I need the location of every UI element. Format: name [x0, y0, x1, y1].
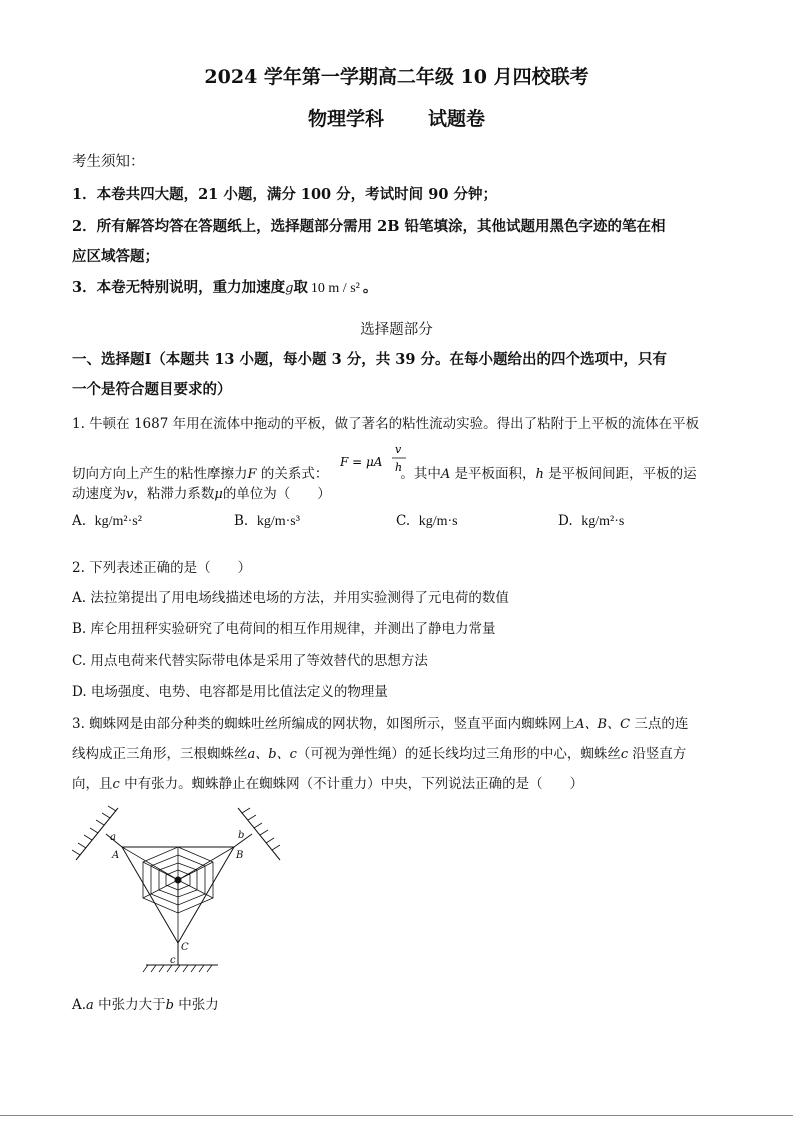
q1-line-1: 1. 牛顿在 1687 年用在流体中拖动的平板，做了著名的粘性流动实验。得出了粘附于上平板的流体在平板 [72, 416, 700, 432]
notice-item-2-cont: 应区域答题； [72, 248, 159, 265]
q2-option-d[interactable]: D. 电场强度、电势、电容都是用比值法定义的物理量 [72, 684, 388, 700]
notice-item-3: 3．本卷无特别说明，重力加速度g取 10 m / s² 。 [72, 279, 378, 296]
q1-option-b[interactable]: B. kg/m·s³ [234, 513, 300, 529]
paper-label: 试题卷 [428, 108, 486, 130]
subject-label: 物理学科 [307, 108, 384, 130]
spider [175, 877, 182, 884]
label-A: A [112, 850, 120, 861]
notice-heading: 考生须知： [72, 154, 145, 170]
q1-option-a[interactable]: A. kg/m²·s² [72, 513, 142, 529]
label-B: B [236, 850, 244, 861]
page-bottom-rule [0, 1115, 793, 1116]
part1-instruction-2: 一个是符合题目要求的） [72, 381, 232, 398]
q3-line-2: 线构成正三角形，三根蜘蛛丝a、b、c（可视为弹性绳）的延长线均过三角形的中心，蜘蛛丝c 沿竖直方 [72, 746, 687, 762]
part1-instruction-1: 一、选择题Ⅰ（本题共 13 小题，每小题 3 分，共 39 分。在每小题给出的四个选项中，只有 [72, 351, 668, 368]
exam-title: 2024 学年第一学期高二年级 10 月四校联考 [204, 66, 589, 88]
notice-item-2: 2．所有解答均答在答题纸上，选择题部分需用 2B 铅笔填涂，其他试题用黑色字迹的笔在相 [72, 218, 666, 235]
g-symbol: g [285, 281, 294, 296]
label-a: a [110, 832, 116, 843]
section-title: 选择题部分 [360, 322, 433, 338]
exam-subtitle [0, 104, 793, 131]
q3-line-1: 3. 蜘蛛网是由部分种类的蜘蛛吐丝所编成的网状物，如图所示，竖直平面内蜘蛛网上A、B、C 三点的连 [72, 716, 689, 732]
q3-line-3: 向，且c 中有张力。蜘蛛静止在蜘蛛网（不计重力）中央，下列说法正确的是（ ） [72, 776, 584, 792]
q2-option-c[interactable]: C. 用点电荷来代替实际带电体是采用了等效替代的思想方法 [72, 653, 428, 669]
web-rings [122, 847, 234, 943]
q1-option-d[interactable]: D. kg/m²·s [558, 513, 625, 529]
g-value: 10 m / s² [310, 281, 360, 296]
formula-numerator: v [395, 443, 402, 456]
right-wall-hatch [242, 808, 280, 850]
notice-item-1: 1．本卷共四大题，21 小题，满分 100 分，考试时间 90 分钟； [72, 186, 497, 203]
ground-hatch [143, 965, 212, 972]
q1-line-3: 动速度为v，粘滞力系数μ的单位为（ ） [72, 486, 331, 502]
label-b: b [238, 830, 245, 841]
q3-option-a[interactable]: A.a 中张力大于b 中张力 [72, 997, 219, 1013]
q1-option-c[interactable]: C. kg/m·s [396, 513, 458, 529]
q2-option-b[interactable]: B. 库仑用扭秤实验研究了电荷间的相互作用规律，并测出了静电力常量 [72, 621, 496, 637]
label-C: C [181, 942, 189, 953]
spider-web-figure [68, 800, 288, 980]
q1-line-2: 切向方向上产生的粘性摩擦力F 的关系式： 。其中A 是平板面积，h 是平板间间距，平板的运 [72, 466, 697, 482]
left-wall-hatch [72, 806, 116, 855]
formula-left: F = μA [340, 455, 383, 469]
q2-option-a[interactable]: A. 法拉第提出了用电场线描述电场的方法，并用实验测得了元电荷的数值 [72, 590, 509, 606]
q2-stem: 2. 下列表述正确的是（ ） [72, 560, 252, 576]
formula-denominator: h [395, 461, 403, 474]
label-c: c [170, 955, 176, 966]
